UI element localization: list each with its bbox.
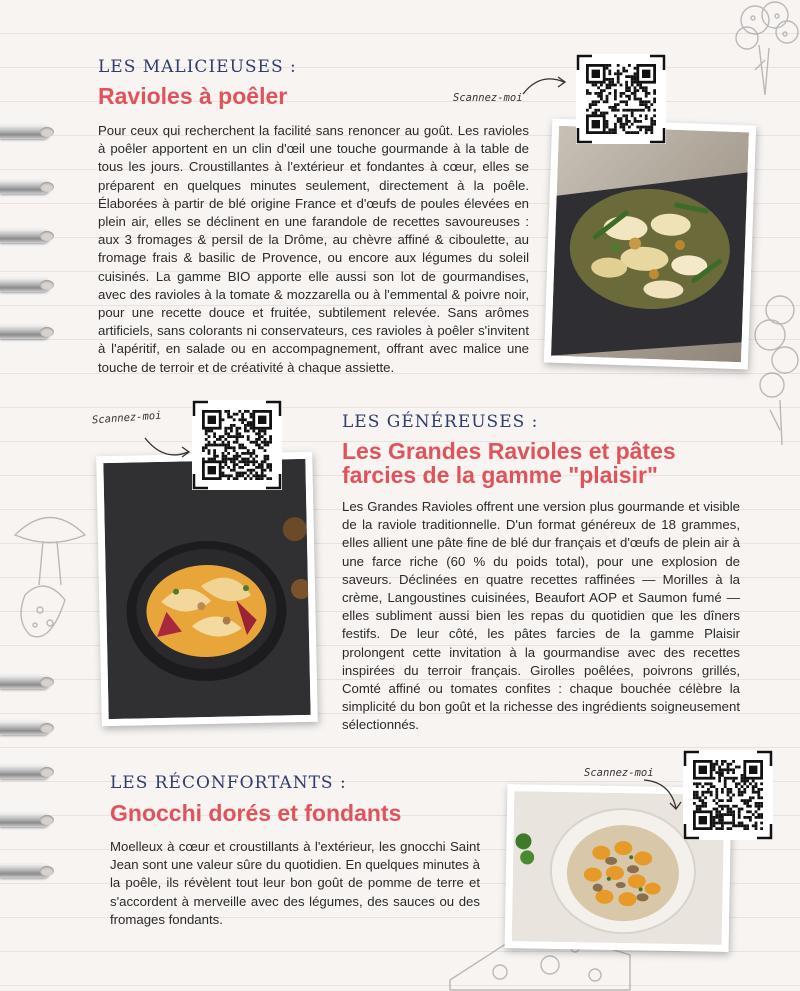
curved-arrow-icon bbox=[640, 776, 686, 821]
binder-ring-icon bbox=[0, 178, 62, 196]
curved-arrow-icon bbox=[520, 70, 572, 105]
binder-ring-icon bbox=[0, 673, 62, 691]
curved-arrow-icon bbox=[142, 434, 194, 469]
vegetable-doodle-icon bbox=[725, 0, 800, 110]
binder-ring-icon bbox=[0, 763, 62, 781]
binder-ring-icon bbox=[0, 276, 62, 294]
scan-caption: Scannez-moi bbox=[91, 409, 162, 427]
section-label-genereuses: LES GÉNÉREUSES : bbox=[342, 412, 539, 432]
grandes-ravioles-image bbox=[103, 459, 310, 719]
qr-code-icon[interactable] bbox=[192, 400, 282, 490]
section-body-reconfortants: Moelleux à cœur et croustillants à l'extérieur, les gnocchi Saint Jean sont une valeur sûre du quotidien. En quelques minutes à la poêle, ils révèlent tout leur bon goût de pomme de terre et s'accordent à merveille avec des légumes, des sauces ou des fromages fondants. bbox=[110, 839, 480, 927]
binder-ring-icon bbox=[0, 719, 62, 737]
section-title-ravioles-a-poeler: Ravioles à poêler bbox=[98, 83, 288, 109]
section-label-malicieuses: LES MALICIEUSES : bbox=[98, 57, 297, 77]
section-body-malicieuses: Pour ceux qui recherchent la facilité sans renoncer au goût. Les ravioles à poêler apportent en un clin d'œil une touche gourmande à la table de tous les jours. Croustillantes à l'extérieur et fondantes à cœur, elles se préparent en quelques minutes seulement, directement à la poêle. Élaborées à partir de blé origine France et d'œufs de poules élevées en plein air, elles se déclinent en une farandole de recettes savoureuses : aux 3 fromages & persil de la Drôme, au chèvre affiné & ciboulette, au fromage frais & basilic de Provence, ou encore aux légumes du soleil cuisinés. La gamme BIO apporte elle aussi son lot de gourmandises, avec des ravioles à la tomate & mozzarella ou à l'emmental & poivre noir, pour une recette douce et fruitée, subtilement relevée. Sans arômes artificiels, sans colorants ni conservateurs, ces ravioles à poêler s'invitent à l'apéritif, en salade ou en accompagnement, offrant avec malice une touche de terroir et de créativité à chaque assiette. bbox=[98, 123, 529, 375]
binder-ring-icon bbox=[0, 862, 62, 880]
qr-code-icon[interactable] bbox=[683, 750, 773, 840]
scan-caption: Scannez-moi bbox=[453, 92, 523, 104]
binder-ring-icon bbox=[0, 123, 62, 141]
binder-ring-icon bbox=[0, 811, 62, 829]
ravioles-poeler-image bbox=[551, 126, 749, 362]
binder-ring-icon bbox=[0, 323, 62, 341]
binder-ring-icon bbox=[0, 227, 62, 245]
section-title-grandes-ravioles: Les Grandes Ravioles et pâtes farcies de la gamme "plaisir" bbox=[342, 438, 676, 488]
section-body-genereuses: Les Grandes Ravioles offrent une version plus gourmande et visible de la raviole traditionnelle. D'un format généreux de 18 grammes, elles allient une pâte fine de blé dur français et d'œufs de plein air à une farce riche (60 % du poids total), pour une explosion de saveurs. Déclinées en quatre recettes raffinées — Morilles à la crème, Langoustines cuisinées, Beaufort AOP et Saumon fumé — elles subliment aussi bien les repas du quotidien que les dîners festifs. De leur côté, les pâtes farcies de la gamme Plaisir prolongent cette invitation à la gourmandise avec des recettes inspirées du terroir français. Girolles poêlées, poivrons grillés, Comté affiné ou tomates confites : chaque bouchée célèbre la simplicité du bon goût et la richesse des ingrédients soigneusement sélectionnés. bbox=[342, 499, 740, 733]
section-label-reconfortants: LES RÉCONFORTANTS : bbox=[110, 773, 347, 793]
mushroom-doodle-icon bbox=[5, 505, 95, 655]
qr-code-icon[interactable] bbox=[576, 54, 666, 144]
ravioles-poeler-photo bbox=[544, 119, 756, 370]
grandes-ravioles-photo bbox=[96, 452, 318, 726]
scan-caption: Scannez-moi bbox=[584, 767, 654, 779]
section-title-gnocchi: Gnocchi dorés et fondants bbox=[110, 800, 402, 826]
